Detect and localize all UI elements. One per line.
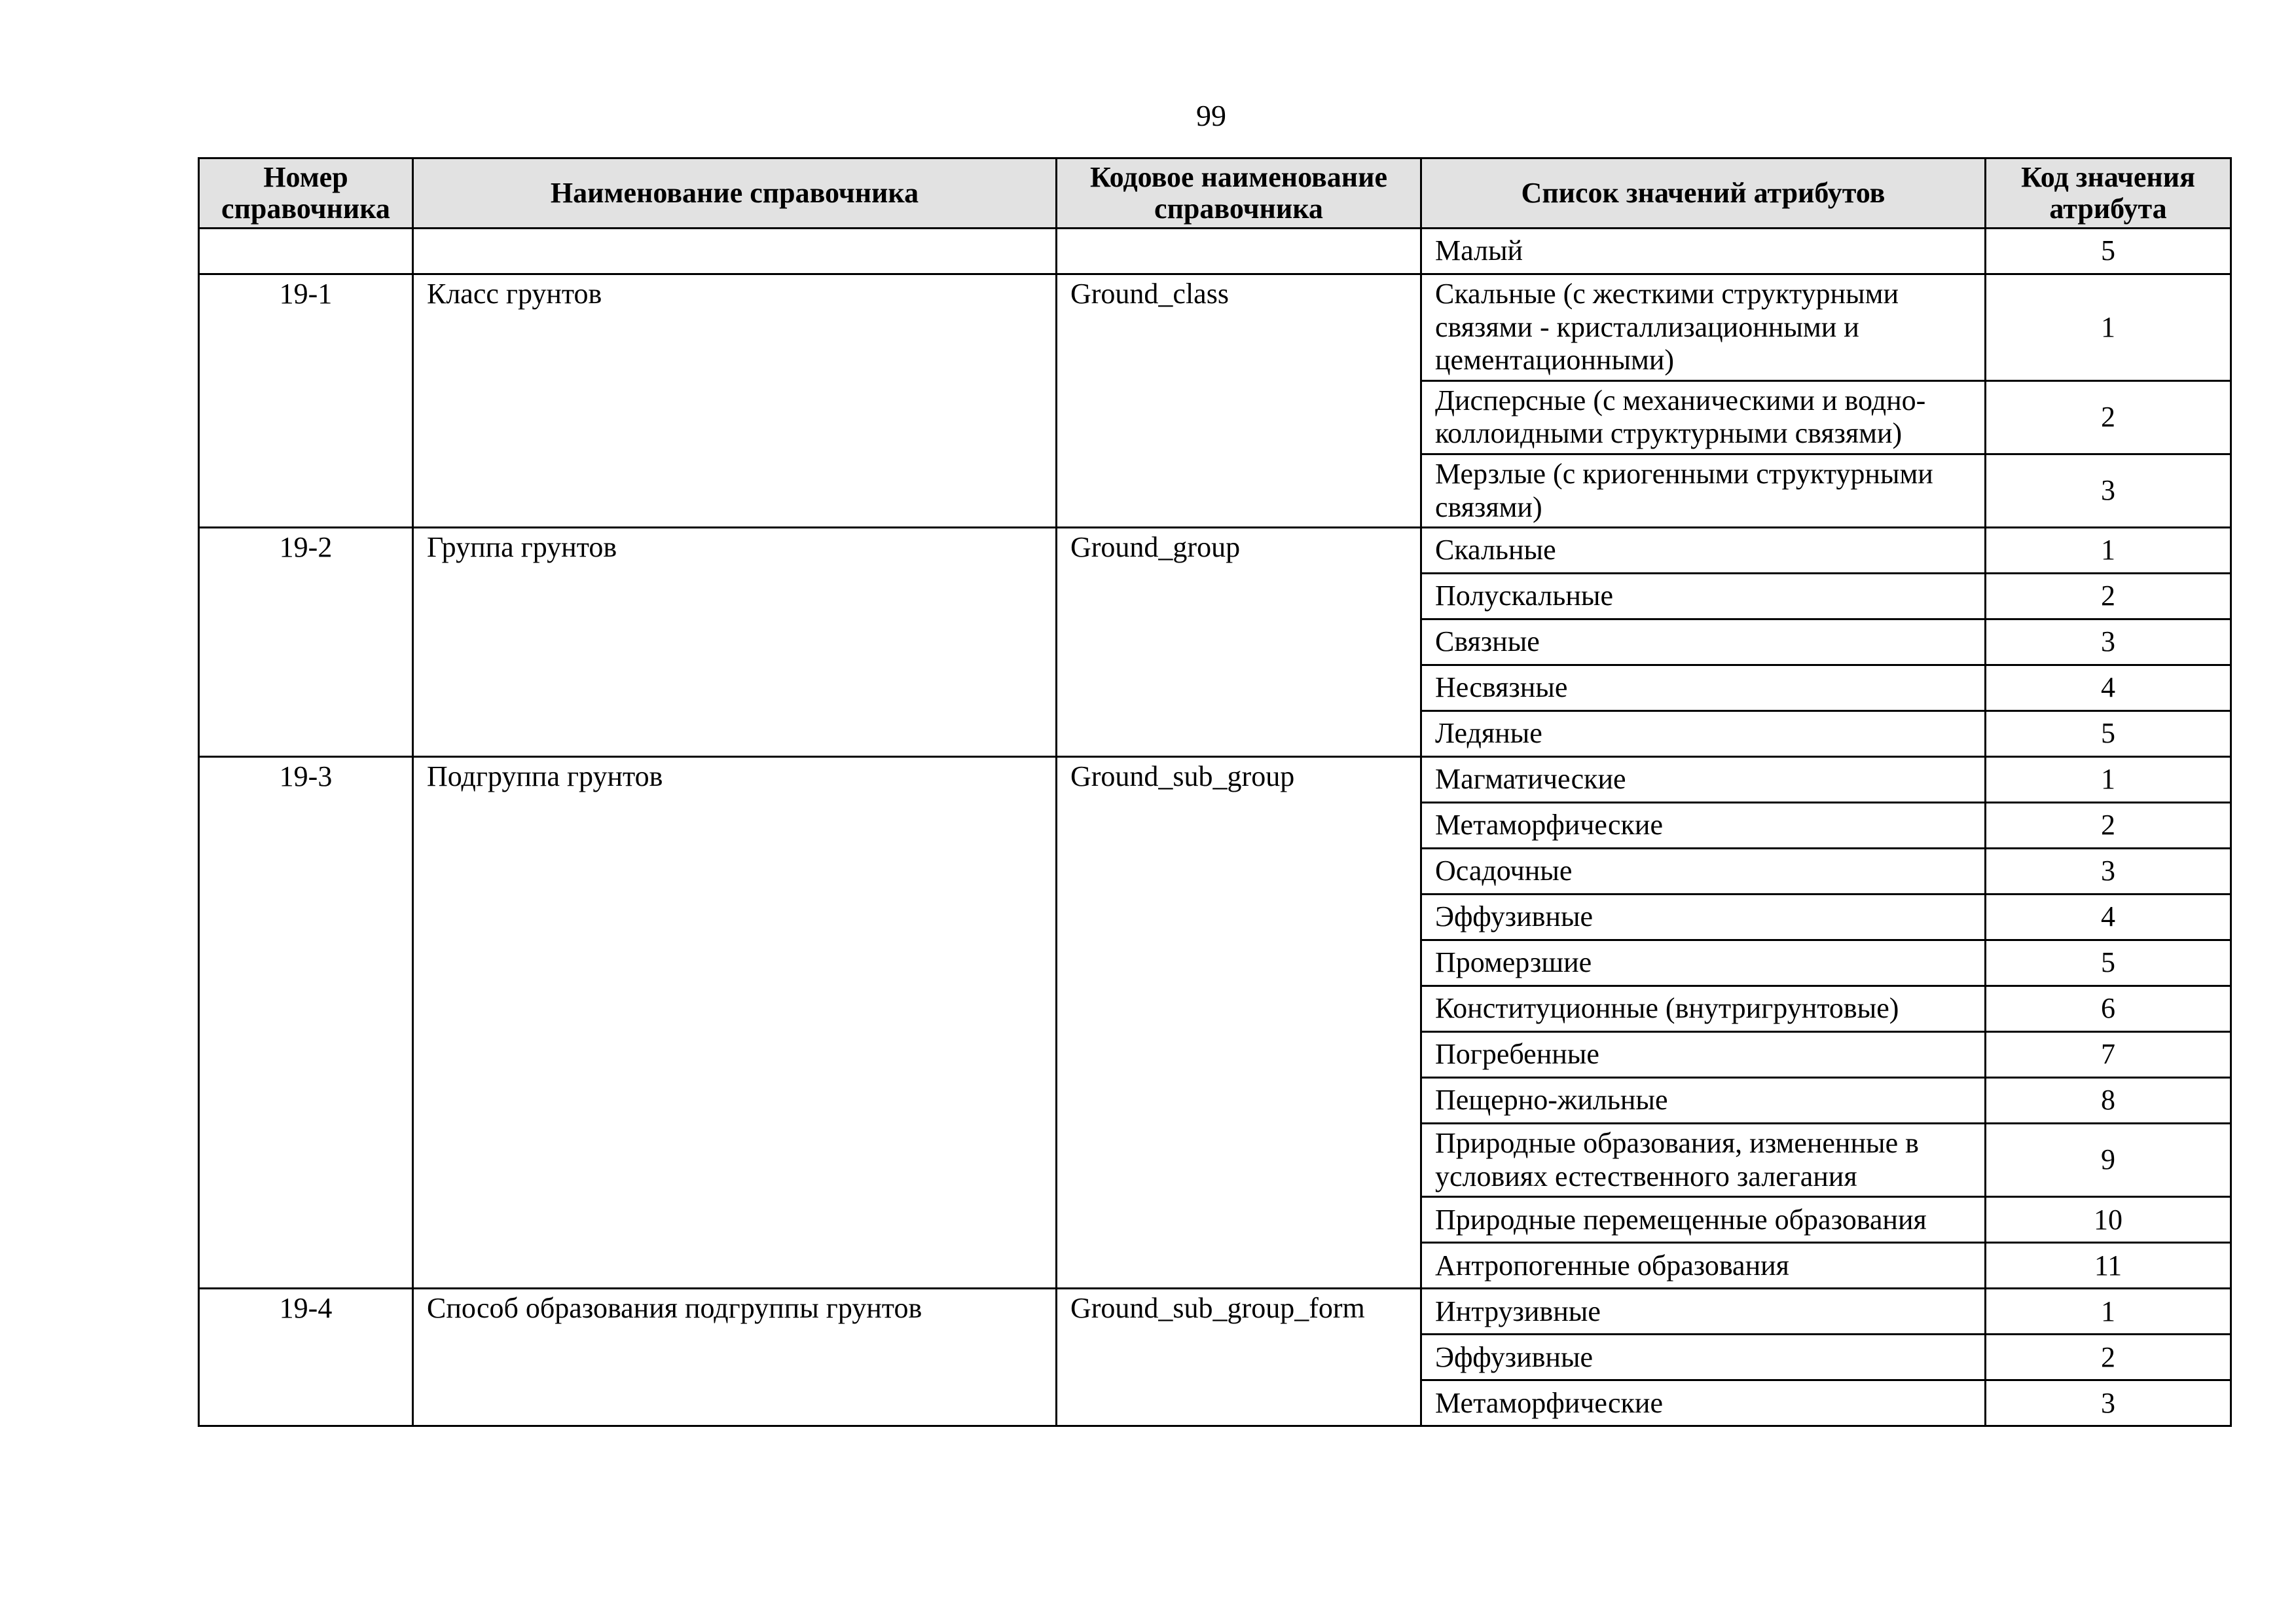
attribute-value: Природные образования, измененные в условиях естественного залегания (1421, 1124, 1986, 1197)
attribute-value: Скальные (с жесткими структурными связями - кристаллизационными и цементационными) (1421, 274, 1986, 381)
carryover-code-name-cell (1057, 229, 1421, 274)
attribute-code: 5 (1986, 940, 2231, 986)
directory-name: Подгруппа грунтов (413, 757, 1057, 1289)
attribute-code: 9 (1986, 1124, 2231, 1197)
attribute-value: Метаморфические (1421, 803, 1986, 849)
attribute-code: 1 (1986, 757, 2231, 803)
attribute-code: 6 (1986, 986, 2231, 1032)
attribute-code: 8 (1986, 1078, 2231, 1124)
attribute-code: 1 (1986, 274, 2231, 381)
attribute-code: 5 (1986, 229, 2231, 274)
attribute-value: Интрузивные (1421, 1289, 1986, 1335)
attribute-value: Промерзшие (1421, 940, 1986, 986)
directory-name: Способ образования подгруппы грунтов (413, 1289, 1057, 1426)
carryover-number-cell (199, 229, 413, 274)
attribute-code: 3 (1986, 619, 2231, 665)
directory-number: 19-2 (199, 528, 413, 757)
attribute-code: 1 (1986, 1289, 2231, 1335)
attribute-code: 3 (1986, 1380, 2231, 1426)
attribute-value: Метаморфические (1421, 1380, 1986, 1426)
header-name: Наименование справочника (413, 158, 1057, 229)
table-row (199, 274, 2231, 381)
attribute-code: 3 (1986, 849, 2231, 895)
attribute-code: 10 (1986, 1197, 2231, 1243)
page-number: 99 (1196, 99, 1226, 132)
attribute-value: Конституционные (внутригрунтовые) (1421, 986, 1986, 1032)
attribute-value: Антропогенные образования (1421, 1243, 1986, 1289)
attribute-value: Полускальные (1421, 574, 1986, 619)
directory-code-name: Ground_sub_group_form (1057, 1289, 1421, 1426)
table-row (199, 1289, 2231, 1335)
attribute-code: 5 (1986, 711, 2231, 757)
attribute-code: 7 (1986, 1032, 2231, 1078)
attribute-value: Ледяные (1421, 711, 1986, 757)
directory-code-name: Ground_group (1057, 528, 1421, 757)
attribute-value: Природные перемещенные образования (1421, 1197, 1986, 1243)
attribute-value: Связные (1421, 619, 1986, 665)
directory-code-name: Ground_class (1057, 274, 1421, 528)
carryover-name-cell (413, 229, 1057, 274)
attribute-value: Пещерно-жильные (1421, 1078, 1986, 1124)
attribute-value: Магматические (1421, 757, 1986, 803)
attribute-code: 11 (1986, 1243, 2231, 1289)
table-row (199, 757, 2231, 803)
header-number: Номер справочника (199, 158, 413, 229)
directory-name: Группа грунтов (413, 528, 1057, 757)
attribute-value: Несвязные (1421, 665, 1986, 711)
attribute-code: 4 (1986, 665, 2231, 711)
attribute-value: Скальные (1421, 528, 1986, 574)
attribute-value: Малый (1421, 229, 1986, 274)
attribute-code: 2 (1986, 1335, 2231, 1380)
header-row (199, 158, 2231, 229)
header-code-name: Кодовое наименование справочника (1057, 158, 1421, 229)
attribute-value: Эффузивные (1421, 895, 1986, 940)
attribute-code: 2 (1986, 380, 2231, 454)
directory-number: 19-4 (199, 1289, 413, 1426)
attribute-code: 4 (1986, 895, 2231, 940)
attribute-code: 2 (1986, 803, 2231, 849)
directory-name: Класс грунтов (413, 274, 1057, 528)
attribute-code: 2 (1986, 574, 2231, 619)
attribute-value: Мерзлые (с криогенными структурными связями) (1421, 454, 1986, 527)
attribute-value: Эффузивные (1421, 1335, 1986, 1380)
attribute-value: Погребенные (1421, 1032, 1986, 1078)
carryover-row (199, 229, 2231, 274)
reference-table (198, 157, 2232, 1427)
table-row (199, 528, 2231, 574)
attribute-code: 3 (1986, 454, 2231, 527)
directory-number: 19-1 (199, 274, 413, 528)
directory-code-name: Ground_sub_group (1057, 757, 1421, 1289)
attribute-value: Дисперсные (с механическими и водно-коллоидными структурными связями) (1421, 380, 1986, 454)
attribute-value: Осадочные (1421, 849, 1986, 895)
directory-number: 19-3 (199, 757, 413, 1289)
attribute-code: 1 (1986, 528, 2231, 574)
header-value-code: Код значения атрибута (1986, 158, 2231, 229)
header-values: Список значений атрибутов (1421, 158, 1986, 229)
